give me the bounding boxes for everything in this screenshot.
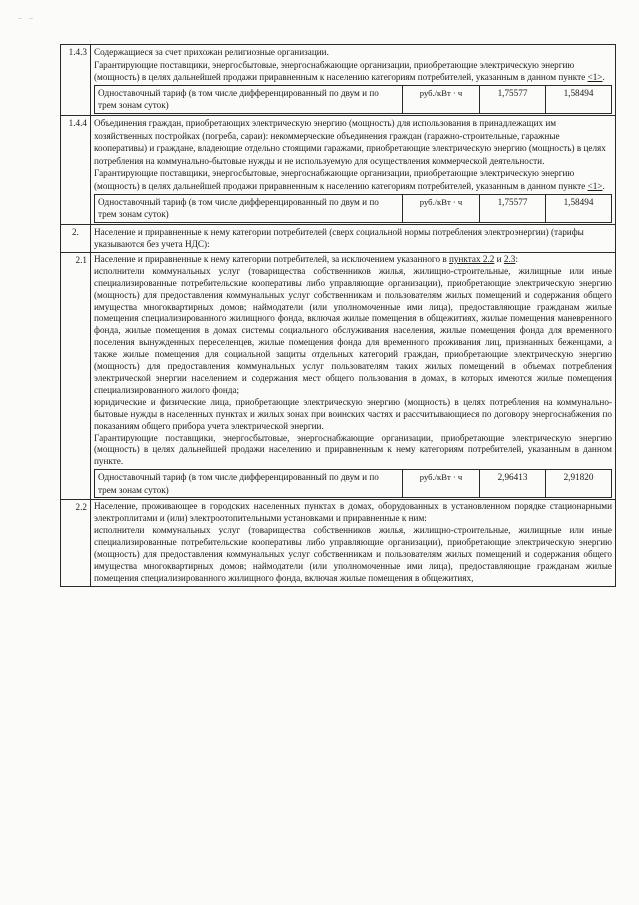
tariff-unit: руб./кВт · ч — [403, 85, 480, 113]
tariff-value-1: 1,75577 — [480, 85, 546, 113]
row-text: исполнители коммунальных услуг (товарищества собственников жилья, жилищно-строительные, жилищные или иные специализированные потребительские кооперативы либо управляющие организации), приобретающие электрическую энергию (мощность) для предоставления коммунальных услуг собственникам и пользователям жилых помещений и содержания общего имущества многоквартирных домов; наймодатели (или уполномоченные ими лица), предоставляющие гражданам жилые помещения специализированного жилищного фонда, включая жилые помещения в общежитиях, жилые помещения маневренного фонда, жилые помещения в домах системы социального обслуживания населения, жилые помещения фонда для временного поселения вынужденных переселенцев, жилые помещения фонда для временного проживания лиц, признанных беженцами, а также жилые помещения для социальной защиты отдельных категорий граждан, приобретающие электрическую энергию (мощность) для предоставления коммунальных услуг пользователям таких жилых помещений в объемах потребления электрической энергии населением и содержания мест общего пользования в домах, в которых имеются жилые помещения специализированного жилого фонда; — [94, 265, 612, 395]
tariff-value-2: 2,91820 — [546, 470, 612, 498]
row-text: юридические и физические лица, приобретающие электрическую энергию (мощность) в целях потребления на коммунально-бытовые нужды в населенных пунктах и жилых зонах при воинских частях и рассчитывающиеся по договору энергоснабжения по показаниям общего прибора учета электрической энергии. — [94, 396, 612, 431]
link-items-2-2[interactable]: пунктах 2.2 — [448, 253, 495, 264]
tariff-subtable — [94, 85, 612, 114]
row-content — [91, 252, 616, 500]
tariff-label: Одноставочный тариф (в том числе дифференцированный по двум и по трем зонам суток) — [95, 194, 403, 222]
table-row-1-4-4 — [61, 115, 616, 224]
row-text: Объединения граждан, приобретающих электрическую энергию (мощность) для использования в принадлежащих им хозяйственных постройках (погреба, сараи): некоммерческие объединения граждан (гаражно-строительные, гаражные кооперативы) и граждане, владеющие отдельно стоящими гаражами, приобретающие электрическую энергию (мощность) в целях потребления на коммунально-бытовые нужды и не используемую для осуществления коммерческой деятельности. — [94, 117, 606, 166]
row-text: Население и приравненные к нему категории потребителей, за исключением указанного в пунктах 2.2 и 2.3: — [94, 253, 518, 264]
row-text: Население, проживающее в городских населенных пунктах в домах, оборудованных в установленном порядке стационарными электроплитами и (или) электроотопительными установками и приравненные к ним: — [94, 501, 612, 524]
row-text: Гарантирующие поставщики, энергосбытовые, энергоснабжающие организации, приобретающие электрическую энергию (мощность) в целях дальнейшей продажи приравненным к населению категориям потребителей, указанным в данном пункте <1>. — [94, 168, 605, 191]
tariff-unit: руб./кВт · ч — [403, 194, 480, 222]
row-content — [91, 224, 616, 252]
tariff-unit: руб./кВт · ч — [403, 470, 480, 498]
page-mark: – – — [18, 14, 36, 22]
row-text: Содержащиеся за счет прихожан религиозные организации. — [94, 47, 329, 57]
tariff-label: Одноставочный тариф (в том числе дифференцированный по двум и по трем зонам суток) — [95, 470, 403, 498]
row-number: 2.1 — [61, 252, 91, 500]
table-row-2-2 — [61, 500, 616, 586]
row-content — [91, 115, 616, 224]
tariff-label: Одноставочный тариф (в том числе дифференцированный по двум и по трем зонам суток) — [95, 85, 403, 113]
footnote-link[interactable]: <1> — [587, 180, 603, 191]
tariff-table — [60, 44, 616, 587]
table-row-2-1 — [61, 252, 616, 500]
tariff-value-1: 2,96413 — [480, 470, 546, 498]
tariff-value-2: 1,58494 — [546, 85, 612, 113]
row-text: Гарантирующие поставщики, энергосбытовые, энергоснабжающие организации, приобретающие электрическую энергию (мощность) в целях дальнейшей продажи приравненным к населению категориям потребителей, указанным в данном пункте <1>. — [94, 59, 605, 83]
table-row-2 — [61, 224, 616, 252]
row-text: Население и приравненные к нему категории потребителей (сверх социальной нормы потребления электроэнергии) (тарифы указываются без учета НДС): — [94, 226, 584, 250]
tariff-subtable — [94, 194, 612, 223]
row-number: 2.2 — [61, 500, 91, 586]
row-number: 1.4.3 — [61, 45, 91, 116]
tariff-value-1: 1,75577 — [480, 194, 546, 222]
row-text: Гарантирующие поставщики, энергосбытовые, энергоснабжающие организации, приобретающие электрическую энергию (мощность) в целях дальнейшей продажи населению и приравненным к нему категориям потребителей, указанным в данном пункте. — [94, 432, 612, 467]
table-row-1-4-3 — [61, 45, 616, 116]
row-number: 1.4.4 — [61, 115, 91, 224]
row-number: 2. — [61, 224, 91, 252]
tariff-value-2: 1,58494 — [546, 194, 612, 222]
link-item-2-3[interactable]: 2.3 — [503, 253, 516, 264]
row-content — [91, 45, 616, 116]
row-text: исполнители коммунальных услуг (товарищества собственников жилья, жилищно-строительные, жилищные или иные специализированные потребительские кооперативы либо управляющие организации), приобретающие электрическую энергию (мощность) для предоставления коммунальных услуг собственникам и пользователям жилых помещений и содержания общего имущества многоквартирных домов; наймодатели (или уполномоченные ими лица), предоставляющие гражданам жилые помещения специализированного жилищного фонда, включая жилые помещения в общежитиях, — [94, 525, 612, 583]
tariff-subtable — [94, 469, 612, 498]
row-content — [91, 500, 616, 586]
footnote-link[interactable]: <1> — [587, 72, 603, 83]
